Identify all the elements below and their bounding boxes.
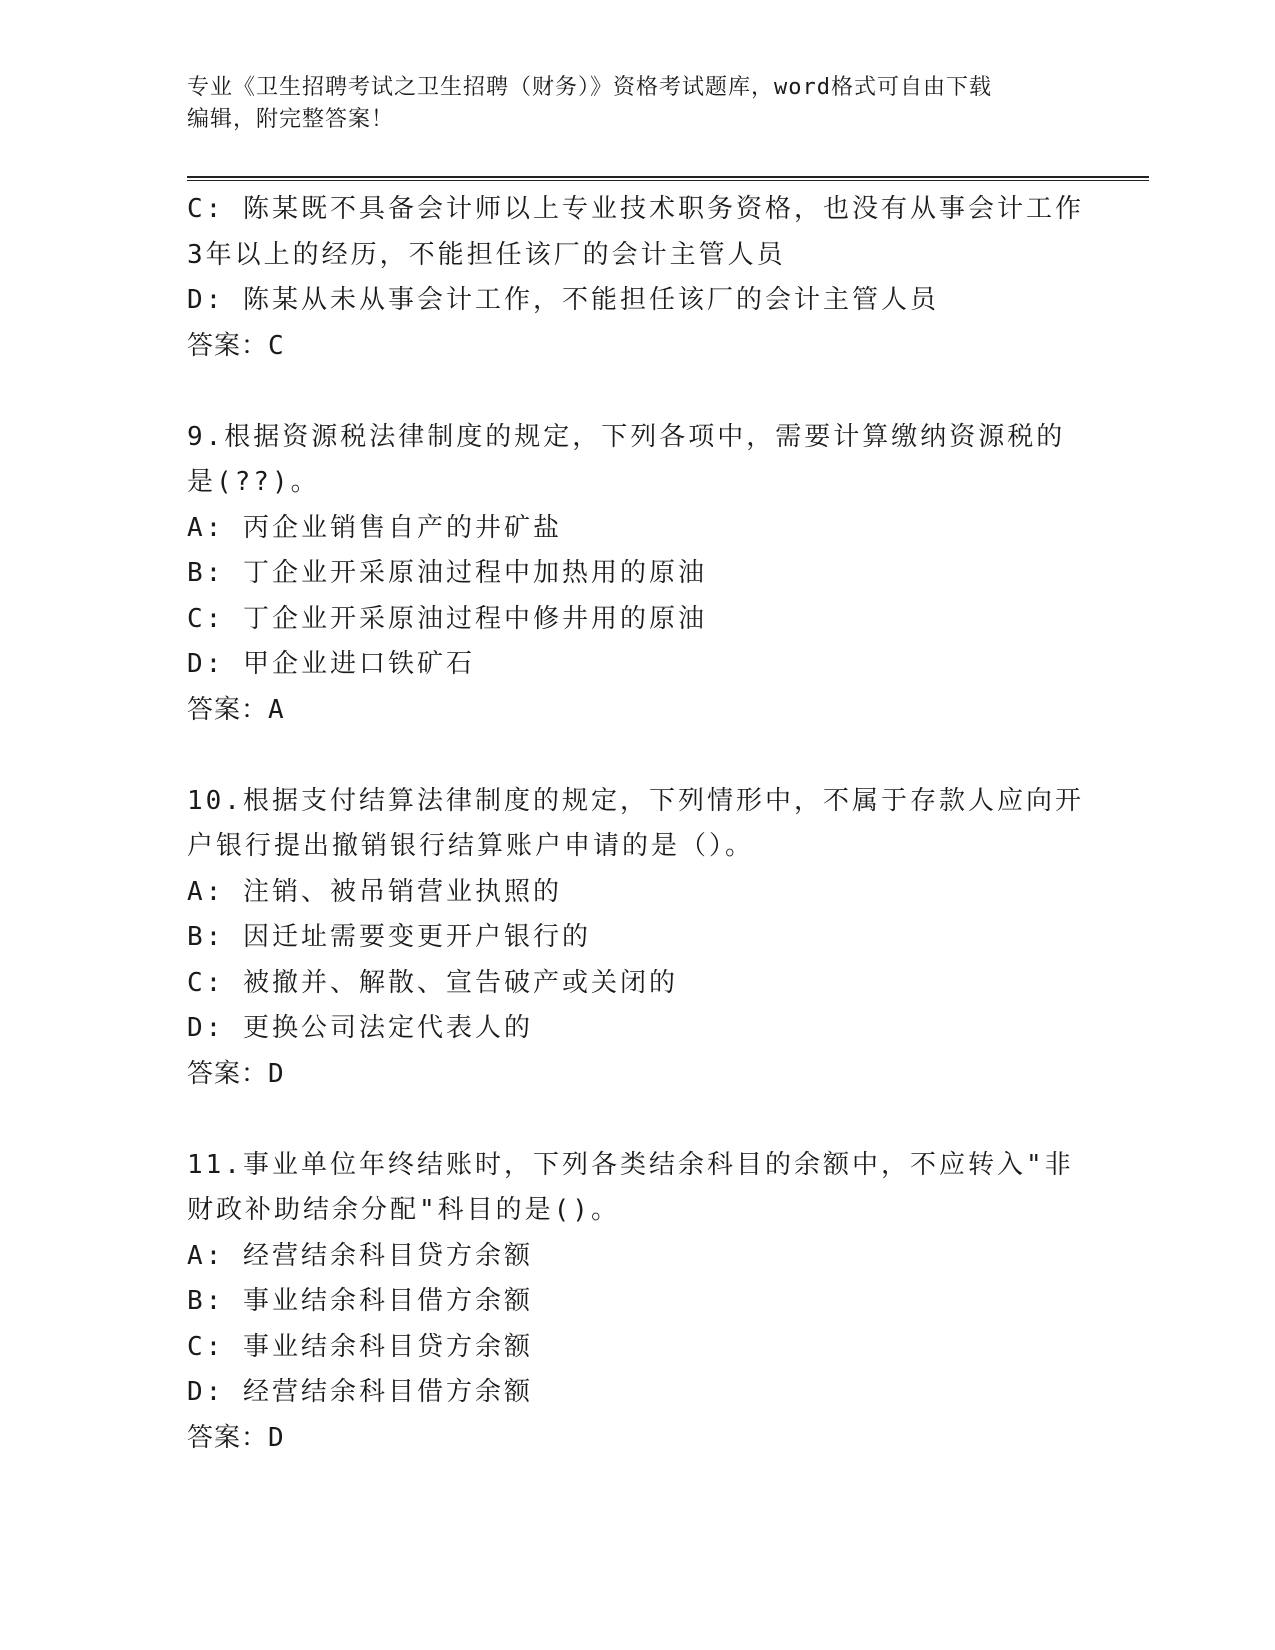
option-b: B: 事业结余科目借方余额: [187, 1286, 533, 1316]
spacer: [187, 369, 1087, 415]
answer-line: 答案：C: [187, 330, 285, 361]
option-c: C: 丁企业开采原油过程中修井用的原油: [187, 603, 707, 634]
option-d: D: 更换公司法定代表人的: [187, 1013, 533, 1043]
question-9: [187, 415, 1087, 734]
question-11: [187, 1143, 1087, 1462]
question-stem-line-1: 10.根据支付结算法律制度的规定，下列情形中，不属于存款人应向开: [187, 785, 1084, 816]
option-d: D: 甲企业进口铁矿石: [187, 649, 475, 679]
question-stem-line-2: 户银行提出撤销银行结算账户申请的是（）。: [187, 831, 755, 861]
answer-line: 答案：D: [187, 1422, 285, 1453]
question-10: [187, 779, 1087, 1098]
question-stem-line-1: 11.事业单位年终结账时，下列各类结余科目的余额中，不应转入"非: [187, 1149, 1074, 1180]
spacer: [187, 733, 1087, 779]
continued-question: [187, 187, 1087, 369]
answer-line: 答案：A: [187, 694, 285, 725]
spacer: [187, 1097, 1087, 1143]
option-c-line-1: C: 陈某既不具备会计师以上专业技术职务资格，也没有从事会计工作: [187, 194, 1084, 224]
question-stem-line-1: 9.根据资源税法律制度的规定，下列各项中，需要计算缴纳资源税的: [187, 421, 1066, 452]
answer-line: 答案：D: [187, 1058, 285, 1089]
document-header: [187, 72, 1067, 136]
document-body: [187, 187, 1087, 1461]
option-b: B: 丁企业开采原油过程中加热用的原油: [187, 558, 707, 588]
option-c-line-2: 3年以上的经历，不能担任该厂的会计主管人员: [187, 239, 786, 270]
option-c: C: 事业结余科目贷方余额: [187, 1331, 533, 1362]
option-c: C: 被撤并、解散、宣告破产或关闭的: [187, 967, 678, 998]
option-b: B: 因迁址需要变更开户银行的: [187, 922, 591, 952]
option-d: D: 经营结余科目借方余额: [187, 1377, 533, 1407]
option-a: A: 注销、被吊销营业执照的: [187, 876, 562, 907]
header-line-2: 编辑，附完整答案！: [187, 107, 395, 132]
header-line-1: 专业《卫生招聘考试之卫生招聘（财务）》资格考试题库，word格式可自由下载: [187, 75, 992, 100]
option-a: A: 经营结余科目贷方余额: [187, 1240, 533, 1271]
question-stem-line-2: 是(??)。: [187, 467, 320, 497]
option-a: A: 丙企业销售自产的井矿盐: [187, 512, 562, 543]
question-stem-line-2: 财政补助结余分配"科目的是()。: [187, 1195, 620, 1225]
option-d: D: 陈某从未从事会计工作，不能担任该厂的会计主管人员: [187, 285, 939, 315]
header-divider: [187, 176, 1149, 181]
